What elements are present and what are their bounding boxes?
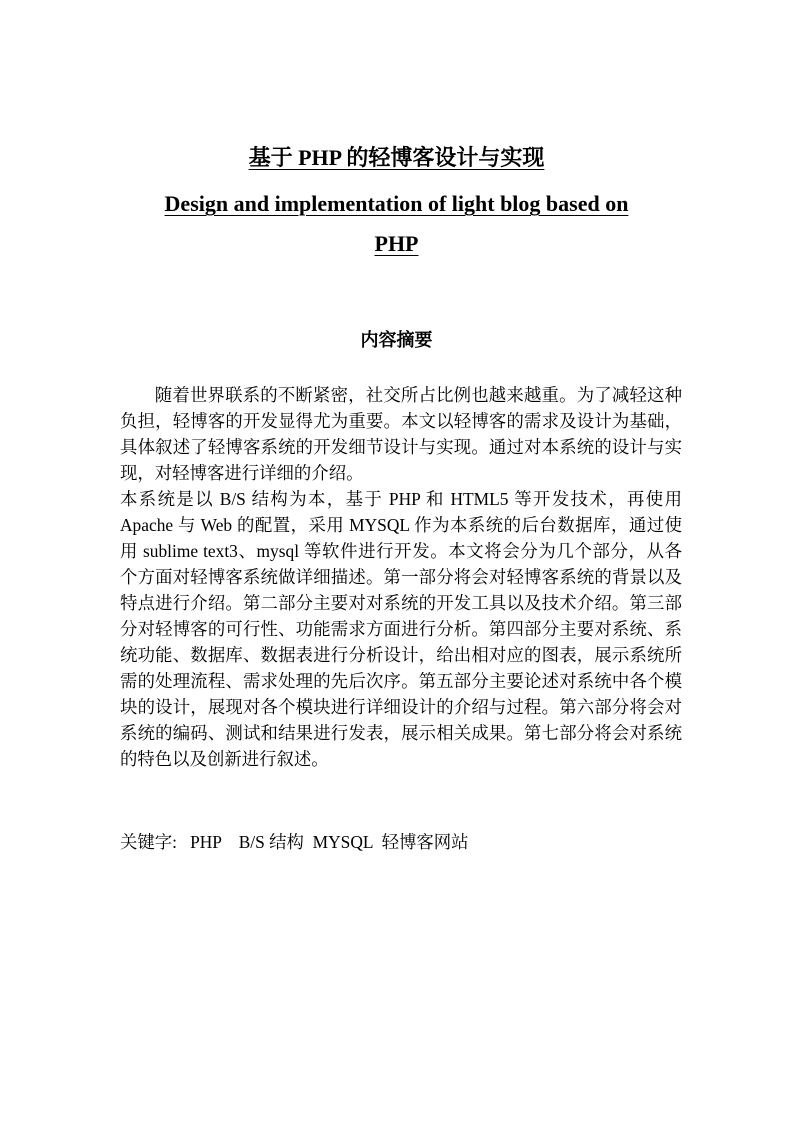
title-chinese-text: 基于 PHP 的轻博客设计与实现 [248,145,545,170]
abstract-paragraph-1: 随着世界联系的不断紧密，社交所占比例也越来越重。为了减轻这种负担，轻博客的开发显得尤为重要。本文以轻博客的需求及设计为基础，具体叙述了轻博客系统的开发细节设计与实现。通过对本系统的设计与实现，对轻博客进行详细的介绍。 [120,385,682,483]
title-english-line2: PHP [374,231,419,256]
title-english [100,184,693,264]
keywords-items: PHP B/S 结构 MYSQL 轻博客网站 [190,832,469,852]
title-english-line1: Design and implementation of light blog based on [164,191,629,216]
title-chinese [0,142,793,174]
abstract-heading: 内容摘要 [360,330,433,351]
abstract-paragraph-2: 本系统是以 B/S 结构为本，基于 PHP 和 HTML5 等开发技术，再使用 Apache 与 Web 的配置，采用 MYSQL 作为本系统的后台数据库，通过使用 sublime text3、mysql 等软件进行开发。本文将会分为几个部分，从各个方面对轻博客系统做详细描述。第一部分将会对轻博客系统的背景以及特点进行介绍。第二部分主要对对系统的开发工具以及技术介绍。第三部分对轻博客的可行性、功能需求方面进行分析。第四部分主要对系统、系统功能、数据库、数据表进行分析设计，给出相对应的图表，展示系统所需的处理流程、需求处理的先后次序。第五部分主要论述对系统中各个模块的设计，展现对各个模块进行详细设计的介绍与过程。第六部分将会对系统的编码、测试和结果进行发表，展示相关成果。第七部分将会对系统的特色以及创新进行叙述。 [120,489,682,769]
keywords-label: 关键字: [120,832,178,852]
keywords-line [120,829,682,855]
